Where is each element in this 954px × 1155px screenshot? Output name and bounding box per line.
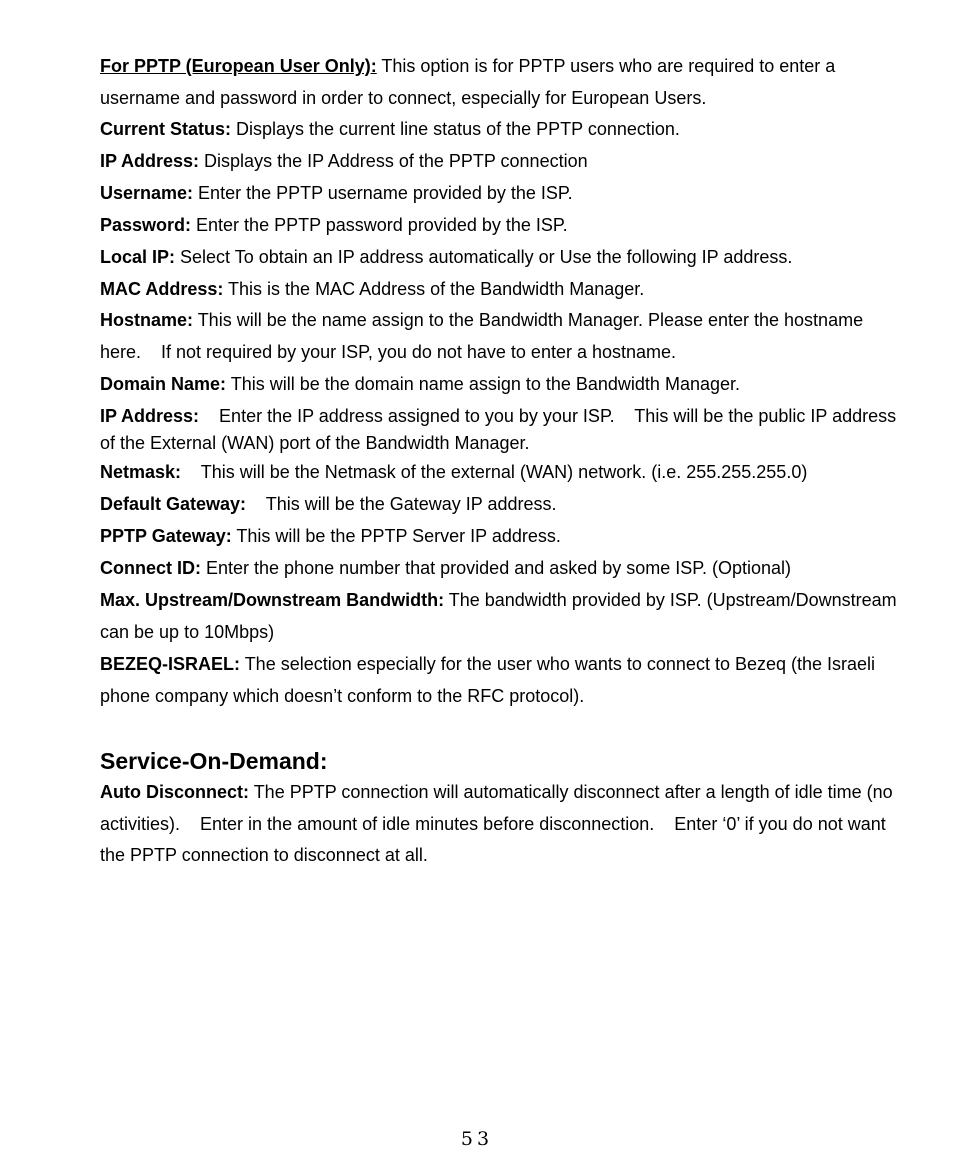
entry-label: PPTP Gateway: <box>100 526 232 546</box>
entry-label: Default Gateway: <box>100 494 247 514</box>
entry-label: Max. Upstream/Downstream Bandwidth: <box>100 590 445 610</box>
entry-text: Enter the PPTP password provided by the ISP. <box>191 215 568 235</box>
entry-label: Local IP: <box>100 247 176 267</box>
entry-label: IP Address: <box>100 406 200 426</box>
entry-label: Hostname: <box>100 310 194 330</box>
entry-label: MAC Address: <box>100 279 224 299</box>
entry-mac-address <box>100 274 900 306</box>
entry-text: Enter the phone number that provided and asked by some ISP. (Optional) <box>201 558 792 578</box>
entry-text: This is the MAC Address of the Bandwidth Manager. <box>223 279 645 299</box>
entry-text: The selection especially for the user who wants to connect to Bezeq (the Israeli phone company which doesn’t conform to the RFC protocol). <box>100 654 876 706</box>
entry-label: IP Address: <box>100 151 200 171</box>
entry-domain-name <box>100 369 900 401</box>
entry-text: The PPTP connection will automatically disconnect after a length of idle time (no activities). Enter in the amount of idle minutes before disconnection. Enter ‘0’ if you do not want the PPTP connection to disconnect at all. <box>100 782 893 865</box>
entry-local-ip <box>100 242 900 274</box>
entry-default-gateway <box>100 489 900 521</box>
entry-netmask <box>100 457 900 489</box>
entry-wan-ip-address <box>100 403 900 457</box>
entry-text: This will be the PPTP Server IP address. <box>231 526 561 546</box>
entry-label: Current Status: <box>100 119 232 139</box>
page-number: 53 <box>460 1128 494 1150</box>
entry-bezeq-israel <box>100 649 900 712</box>
entry-text: The bandwidth provided by ISP. (Upstream/Downstream can be up to 10Mbps) <box>100 590 897 642</box>
entry-auto-disconnect <box>100 777 900 872</box>
entry-pptp-gateway <box>100 521 900 553</box>
entry-ip-address <box>100 146 900 178</box>
entry-label: Connect ID: <box>100 558 201 578</box>
entry-username <box>100 178 900 210</box>
entry-hostname <box>100 305 900 368</box>
entry-bandwidth <box>100 585 900 648</box>
entry-connect-id <box>100 553 900 585</box>
entry-label: Auto Disconnect: <box>100 782 250 802</box>
entry-current-status <box>100 114 900 146</box>
section-heading: Service-On-Demand: <box>100 748 328 774</box>
entry-text: Enter the IP address assigned to you by your ISP. This will be the public IP address of the External (WAN) port of the Bandwidth Manager. <box>100 406 897 453</box>
entry-text: Enter the PPTP username provided by the ISP. <box>193 183 573 203</box>
entry-text: This will be the Gateway IP address. <box>246 494 557 514</box>
entry-label: For PPTP (European User Only): <box>100 56 377 76</box>
entry-text: Select To obtain an IP address automatically or Use the following IP address. <box>175 247 793 267</box>
entry-label: Username: <box>100 183 194 203</box>
entry-text: This will be the domain name assign to the Bandwidth Manager. <box>226 374 740 394</box>
entry-password <box>100 210 900 242</box>
entry-label: Password: <box>100 215 192 235</box>
entry-label: BEZEQ-ISRAEL: <box>100 654 241 674</box>
entry-label: Netmask: <box>100 462 182 482</box>
entry-text: This will be the Netmask of the external (WAN) network. (i.e. 255.255.255.0) <box>181 462 808 482</box>
entry-text: This will be the name assign to the Bandwidth Manager. Please enter the hostname here. If not required by your ISP, you do not have to enter a hostname. <box>100 310 864 362</box>
entry-text: Displays the current line status of the PPTP connection. <box>231 119 680 139</box>
entry-text: This option is for PPTP users who are required to enter a username and password in order to connect, especially for European Users. <box>100 56 836 108</box>
entry-pptp-european <box>100 51 900 114</box>
entry-label: Domain Name: <box>100 374 227 394</box>
entry-text: Displays the IP Address of the PPTP connection <box>199 151 588 171</box>
